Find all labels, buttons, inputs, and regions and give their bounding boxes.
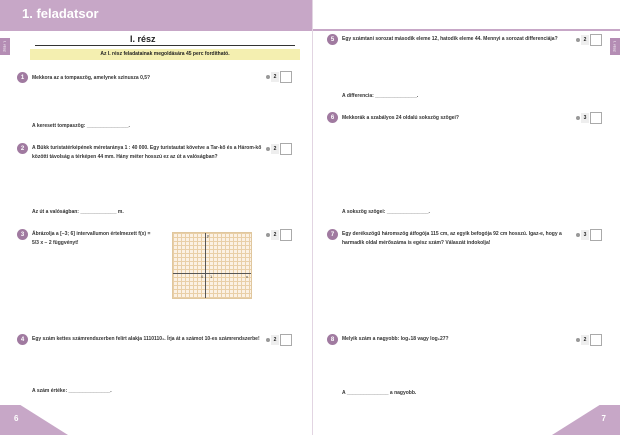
- question-text: Egy szám kettes számrendszerben felírt alakja 1110110₂. Írja át a számot 10-es számrendszerbe!: [32, 336, 260, 342]
- page-spine: [312, 0, 313, 435]
- answer-line: A szám értéke: _______________.: [32, 388, 112, 394]
- footer-corner-left: [0, 405, 68, 435]
- score-input[interactable]: [280, 143, 292, 155]
- score-input[interactable]: [590, 229, 602, 241]
- score-box: 3: [576, 112, 604, 123]
- question-number: 7: [327, 229, 338, 240]
- score-box: 2: [266, 334, 294, 345]
- part-rule: [35, 45, 295, 46]
- score-box: 2: [576, 34, 604, 45]
- question-number: 5: [327, 34, 338, 45]
- footer-corner-right: [552, 405, 620, 435]
- question-text: Mekkorák a szabályos 24 oldalú sokszög szögei?: [342, 115, 459, 121]
- side-tab-right: I. rész: [610, 38, 620, 55]
- question-text: Mekkora az a tompaszög, amelynek szinusza 0,5?: [32, 75, 151, 81]
- question-text: Melyik szám a nagyobb: log₃18 vagy log₅27?: [342, 336, 449, 342]
- coordinate-grid[interactable]: [172, 232, 252, 299]
- y-axis: [205, 233, 206, 298]
- question-text: Ábrázolja a [−3; 6] intervallumon értelmezett f(x) = 5/3 x − 2 függvényt!: [32, 231, 151, 246]
- question-number: 1: [17, 72, 28, 83]
- score-box: 2: [266, 143, 294, 154]
- time-instruction: Az I. rész feladatainak megoldására 45 perc fordítható.: [30, 49, 300, 60]
- score-box: 2: [266, 71, 294, 82]
- answer-line: A sokszög szögei: _______________.: [342, 209, 430, 215]
- question-number: 8: [327, 334, 338, 345]
- answer-line: A keresett tompaszög: _______________.: [32, 123, 130, 129]
- score-box: 2: [576, 334, 604, 345]
- question-number: 4: [17, 334, 28, 345]
- score-input[interactable]: [280, 334, 292, 346]
- answer-line: A differencia: _______________.: [342, 93, 419, 99]
- page-number-right: 7: [601, 414, 606, 423]
- score-box: 3: [576, 229, 604, 240]
- y-axis-label: y: [207, 233, 209, 238]
- page-number-left: 6: [14, 414, 19, 423]
- score-input[interactable]: [590, 34, 602, 46]
- side-tab-left: I. rész: [0, 38, 10, 55]
- part-title: I. rész: [130, 34, 156, 44]
- question-number: 6: [327, 112, 338, 123]
- answer-line: A _______________ a nagyobb.: [342, 390, 417, 396]
- x-axis-label: x: [246, 274, 248, 279]
- worksheet-title: 1. feladatsor: [22, 6, 99, 21]
- score-input[interactable]: [590, 334, 602, 346]
- question-text: Egy derékszögű háromszög átfogója 115 cm, az egyik befogója 92 cm hosszú. Igaz-e, hogy a harmadik oldal mérőszáma is egész szám? Válaszát indokolja!: [342, 231, 562, 246]
- score-input[interactable]: [590, 112, 602, 124]
- score-input[interactable]: [280, 229, 292, 241]
- score-box: 2: [266, 229, 294, 240]
- origin-label: 0: [201, 274, 204, 279]
- score-input[interactable]: [280, 71, 292, 83]
- header-rule: [0, 29, 620, 31]
- question-text: A Bükk turistatérképének méretaránya 1 : 40 000. Egy turistautat követve a Tar-kő és a Három-kő közötti távolság a térképen 44 mm. Hány méter hosszú ez az út a valóságban?: [32, 145, 262, 160]
- question-number: 2: [17, 143, 28, 154]
- question-number: 3: [17, 229, 28, 240]
- unit-label: 1: [210, 274, 213, 279]
- answer-line: Az út a valóságban: _____________ m.: [32, 209, 124, 215]
- question-text: Egy számtani sorozat második eleme 12, hatodik eleme 44. Mennyi a sorozat differenciája?: [342, 36, 558, 42]
